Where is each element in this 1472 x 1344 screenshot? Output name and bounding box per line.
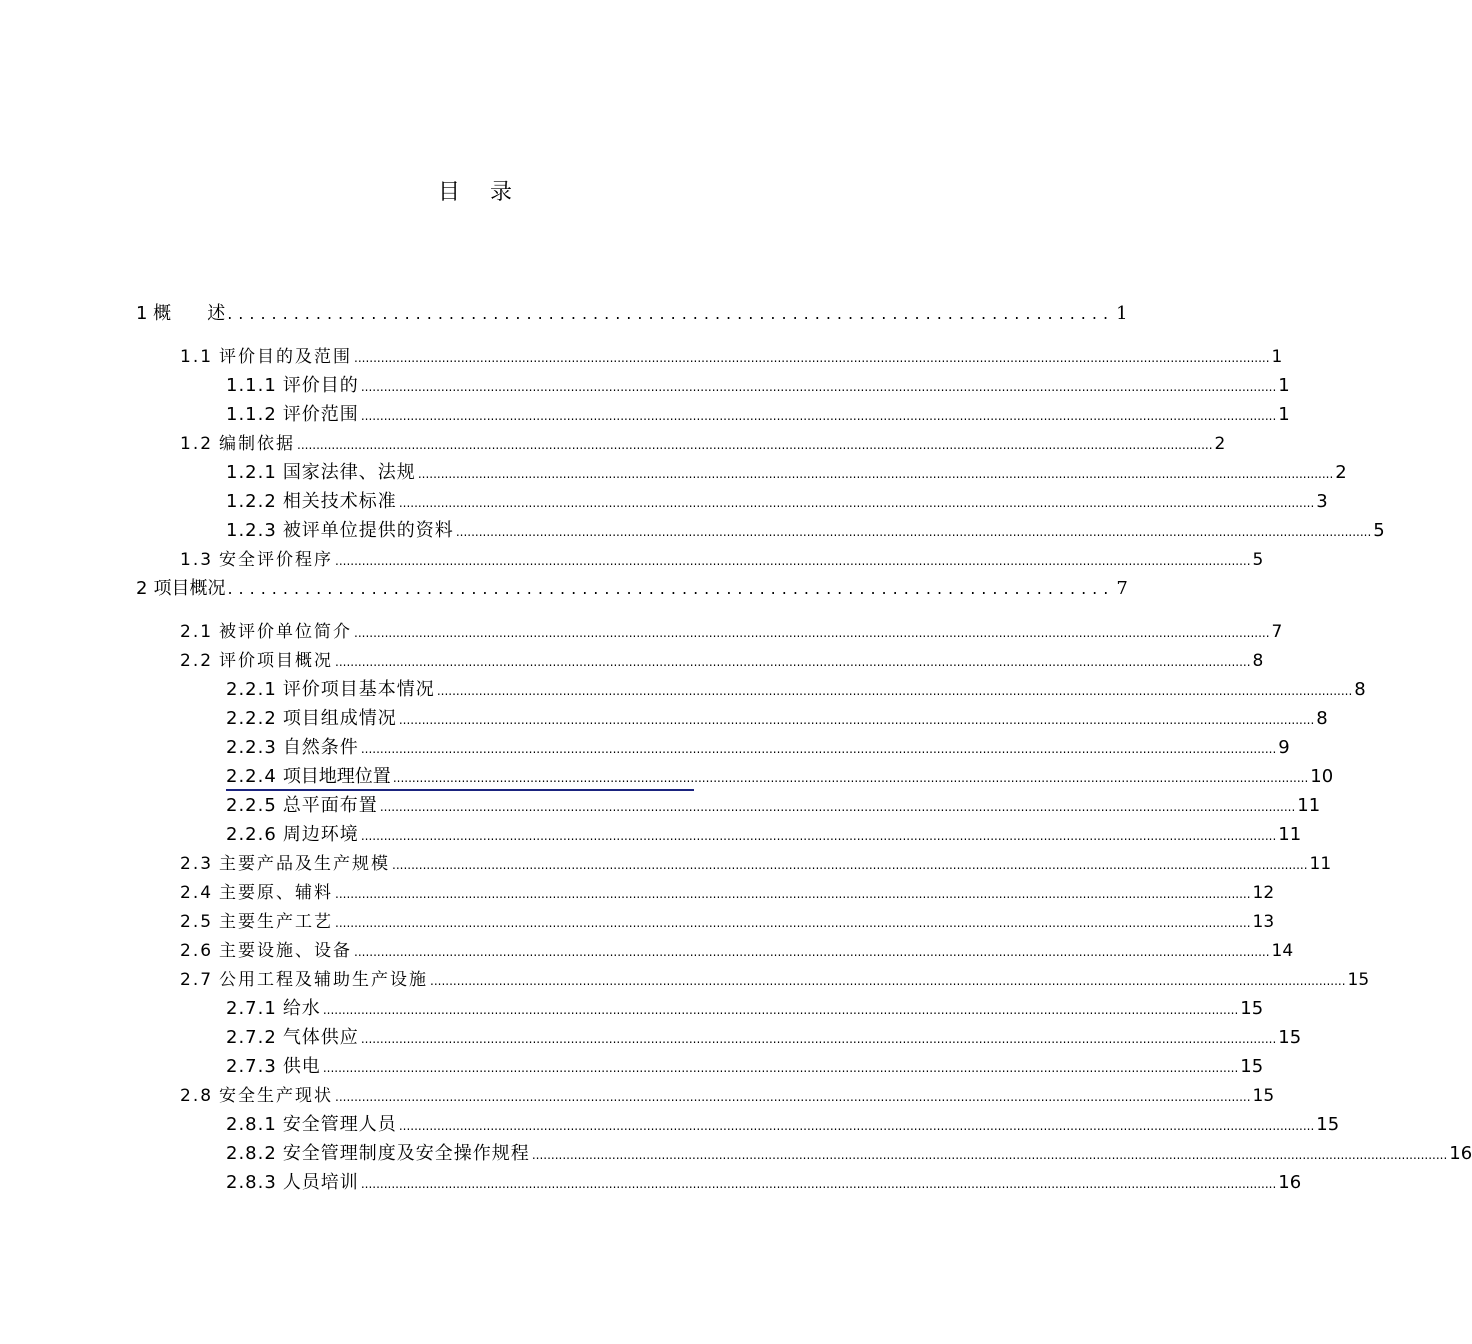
toc-entry-leader: ................................................................................................................................................................................................................................................ — [392, 858, 1308, 872]
toc-entry-leader: ................................................................................................................................................................................................................................................ — [392, 771, 1309, 785]
toc-entry-number: 2.8.1 — [226, 1114, 277, 1135]
toc-entry-leader: ................................................................................................................................................................................................................................................ — [335, 1090, 1251, 1104]
toc-entry-page: 15 — [1278, 1027, 1302, 1048]
toc-entry-label: 安全管理人员 — [282, 1114, 397, 1135]
toc-entry-page: 1 — [1278, 375, 1290, 396]
toc-entry[interactable] — [226, 371, 1290, 397]
toc-entry-label: 项目概况 — [153, 578, 226, 599]
toc-entry-leader: ................................................................................................................................................................................................................................................ — [360, 409, 1277, 423]
toc-entry-label: 项目地理位置 — [282, 766, 391, 787]
toc-entry-page: 13 — [1252, 912, 1275, 932]
toc-entry-label: 项目组成情况 — [282, 708, 397, 729]
toc-entry-number: 2.2.3 — [226, 737, 277, 758]
toc-entry-label: 主要产品及生产规模 — [219, 854, 391, 874]
toc-entry[interactable] — [226, 487, 1328, 513]
toc-entry-number: 1.2 — [180, 434, 214, 454]
toc-entry-leader: ................................................................................................................................................................................................................................................ — [360, 742, 1277, 756]
toc-entry-leader: ................................................................................................................................................................................................................................................ — [360, 829, 1277, 843]
toc-entry-page: 7 — [1116, 578, 1128, 599]
toc-entry-page: 1 — [1271, 347, 1283, 367]
toc-entry[interactable] — [136, 299, 1128, 325]
toc-entry-page: 16 — [1278, 1172, 1302, 1193]
toc-entry-leader: ................................................................................................................................................................................................................................................ — [398, 1119, 1315, 1133]
toc-entry-page: 5 — [1373, 520, 1385, 541]
toc-entry-page: 15 — [1316, 1114, 1340, 1135]
toc-entry[interactable] — [180, 907, 1275, 932]
toc-entry-number: 1.1.2 — [226, 404, 277, 425]
toc-entry[interactable] — [180, 429, 1226, 454]
toc-entry-page: 3 — [1316, 491, 1328, 512]
toc-entry[interactable] — [226, 1023, 1302, 1049]
toc-entry-label: 相关技术标准 — [282, 491, 397, 512]
toc-entry-page: 1 — [1278, 404, 1290, 425]
toc-entry-label: 编制依据 — [219, 434, 296, 454]
toc-entry-leader: ................................................................................................................................................................................................................................................ — [360, 1032, 1277, 1046]
toc-entry-leader: ................................................................................................................................................................................................................................................ — [335, 916, 1251, 930]
toc-entry-label: 评价目的 — [282, 375, 359, 396]
toc-entry[interactable] — [136, 574, 1128, 600]
toc-entry-number: 2.8.3 — [226, 1172, 277, 1193]
toc-entry-label: 周边环境 — [282, 824, 359, 845]
toc-entry-page: 8 — [1316, 708, 1328, 729]
toc-entry[interactable] — [180, 646, 1264, 671]
toc-entry-number: 2.7.1 — [226, 998, 277, 1019]
toc-entry-number: 2.3 — [180, 854, 214, 874]
toc-entry-number: 2.6 — [180, 941, 214, 961]
toc-entry-page: 5 — [1252, 550, 1264, 570]
toc-entry-number: 2.2 — [180, 651, 214, 671]
toc-entry-page: 2 — [1335, 462, 1347, 483]
toc-entry[interactable] — [226, 1110, 1340, 1136]
toc-entry-number: 2.8 — [180, 1086, 214, 1106]
toc-entry-number: 2.8.2 — [226, 1143, 277, 1164]
toc-entry-leader: ................................................................................................................................................................................................................................................ — [297, 438, 1213, 452]
toc-entry[interactable] — [180, 878, 1275, 903]
toc-entry-leader: ................................................................................................................................................................................................................................................ — [354, 626, 1270, 640]
toc-entry[interactable] — [180, 342, 1283, 367]
toc-entry-leader: ................................................................................................................................................................................................................................................ — [322, 1061, 1239, 1075]
toc-entry-number: 2.2.1 — [226, 679, 277, 700]
toc-entry-leader: ................................................................................................................................................................................................................................................ — [354, 351, 1270, 365]
toc-entry-leader: ................................................................................................................................................................................................................................................ — [398, 496, 1315, 510]
toc-entry[interactable] — [226, 458, 1347, 484]
toc-entry-number: 1.2.2 — [226, 491, 277, 512]
toc-entry[interactable] — [180, 965, 1370, 990]
toc-entry-label: 人员培训 — [282, 1172, 359, 1193]
toc-entry[interactable] — [180, 936, 1294, 961]
toc-entry-label: 评价目的及范围 — [219, 347, 353, 367]
toc-entry-number: 1.3 — [180, 550, 214, 570]
toc-entry-leader: ................................................................................................................................................................................................................................................ — [335, 554, 1251, 568]
toc-entry-leader: ................................................................................................................................................................................................................................................ — [455, 525, 1372, 539]
toc-entry-page: 8 — [1252, 651, 1264, 671]
toc-entry-leader: ................................................................................................................................................................................................................................................ — [417, 467, 1334, 481]
toc-entry[interactable] — [226, 762, 1334, 788]
toc-entry[interactable] — [226, 791, 1321, 817]
toc-entry-label: 被评单位提供的资料 — [282, 520, 454, 541]
toc-entry[interactable] — [226, 1168, 1302, 1194]
toc-entry-label: 国家法律、法规 — [282, 462, 416, 483]
toc-entry-label: 主要原、辅料 — [219, 883, 334, 903]
toc-title — [0, 175, 950, 206]
toc-entry-number: 1.2.3 — [226, 520, 277, 541]
toc-entry-leader: ................................................................................................................................................................................................................................................ — [379, 800, 1296, 814]
toc-entry-label: 主要生产工艺 — [219, 912, 334, 932]
toc-entry-page: 14 — [1271, 941, 1294, 961]
toc-entry-label: 安全评价程序 — [219, 550, 334, 570]
toc-entry[interactable] — [226, 675, 1366, 701]
toc-entry-number: 2.2.4 — [226, 766, 277, 787]
toc-entry-number: 2.2.5 — [226, 795, 277, 816]
toc-entry[interactable] — [226, 516, 1385, 542]
toc-entry-page: 15 — [1347, 970, 1370, 990]
toc-entry-label: 总平面布置 — [282, 795, 378, 816]
toc-entry[interactable] — [226, 1139, 1472, 1165]
toc-entry-number: 2.1 — [180, 622, 214, 642]
toc-entry[interactable] — [226, 994, 1264, 1020]
toc-entry-page: 10 — [1310, 766, 1334, 787]
toc-entry-leader: ................................................................................................................................................................................................................................................ — [354, 945, 1270, 959]
toc-entry-page: 16 — [1449, 1143, 1472, 1164]
toc-entry-page: 12 — [1252, 883, 1275, 903]
toc-entry-page: 15 — [1240, 1056, 1264, 1077]
toc-entry-leader: ................................................................................................................................................................................................................................................ — [335, 655, 1251, 669]
toc-entry[interactable] — [226, 400, 1290, 426]
toc-entry[interactable] — [226, 733, 1290, 759]
toc-entry-leader: ................................................................................................................................................................................................................................................ — [360, 380, 1277, 394]
toc-entry-label: 被评价单位简介 — [219, 622, 353, 642]
toc-entry-number: 2.2.2 — [226, 708, 277, 729]
toc-entry[interactable] — [180, 849, 1332, 874]
toc-entry-label: 安全生产现状 — [219, 1086, 334, 1106]
toc-entry-leader: ................................................................................................................................................................................................................................................ — [398, 713, 1315, 727]
toc-entry[interactable] — [180, 545, 1264, 570]
toc-entry-page: 11 — [1278, 824, 1302, 845]
toc-entry-number: 2.4 — [180, 883, 214, 903]
toc-entry-number: 2.5 — [180, 912, 214, 932]
toc-entry-label: 气体供应 — [282, 1027, 359, 1048]
toc-entry-label: 主要设施、设备 — [219, 941, 353, 961]
toc-entry-leader: ................................................................................ — [227, 579, 1115, 598]
toc-entry-leader: ................................................................................................................................................................................................................................................ — [531, 1148, 1448, 1162]
toc-entry-leader: ................................................................................................................................................................................................................................................ — [436, 684, 1353, 698]
toc-entry-number: 2 — [136, 578, 148, 599]
toc-title-part1: 目 — [437, 180, 460, 205]
toc-entry-label: 自然条件 — [282, 737, 359, 758]
toc-entry-leader: ................................................................................................................................................................................................................................................ — [335, 887, 1251, 901]
toc-entry-label: 安全管理制度及安全操作规程 — [282, 1143, 530, 1164]
toc-entry-label: 评价范围 — [282, 404, 359, 425]
toc-entry-number: 2.2.6 — [226, 824, 277, 845]
toc-entry-page: 7 — [1271, 622, 1283, 642]
toc-entry-page: 8 — [1354, 679, 1366, 700]
toc-entry-leader: ................................................................................................................................................................................................................................................ — [360, 1177, 1277, 1191]
toc-entry-label: 公用工程及辅助生产设施 — [219, 970, 429, 990]
toc-entry[interactable] — [226, 704, 1328, 730]
toc-entry-number: 1 概 — [136, 303, 172, 324]
toc-entry[interactable] — [180, 1081, 1275, 1106]
toc-entry-number: 2.7.2 — [226, 1027, 277, 1048]
toc-entry-leader: ................................................................................................................................................................................................................................................ — [322, 1003, 1239, 1017]
toc-title-part2: 录 — [490, 180, 513, 205]
toc-entry-leader: ................................................................................ — [227, 304, 1115, 323]
toc-entry-label: 给水 — [282, 998, 321, 1019]
toc-entry-label: 供电 — [282, 1056, 321, 1077]
toc-entry-page: 1 — [1116, 303, 1128, 324]
toc-entry[interactable] — [226, 820, 1302, 846]
toc-entry-label: 评价项目基本情况 — [282, 679, 435, 700]
toc-entry-label: 述 — [207, 303, 226, 324]
toc-entry-page: 15 — [1240, 998, 1264, 1019]
toc-entry-page: 2 — [1214, 434, 1226, 454]
toc-entry-number: 1.2.1 — [226, 462, 277, 483]
toc-entry-number: 1.1.1 — [226, 375, 277, 396]
toc-entry-leader: ................................................................................................................................................................................................................................................ — [430, 974, 1346, 988]
toc-entry-page: 9 — [1278, 737, 1290, 758]
toc-entry[interactable] — [180, 617, 1283, 642]
toc-entry-page: 11 — [1297, 795, 1321, 816]
toc-entry-page: 11 — [1309, 854, 1332, 874]
toc-entry[interactable] — [226, 1052, 1264, 1078]
toc-entry-label: 评价项目概况 — [219, 651, 334, 671]
toc-entry-number: 2.7.3 — [226, 1056, 277, 1077]
toc-entry-number: 2.7 — [180, 970, 214, 990]
toc-entry-number: 1.1 — [180, 347, 214, 367]
toc-entry-page: 15 — [1252, 1086, 1275, 1106]
